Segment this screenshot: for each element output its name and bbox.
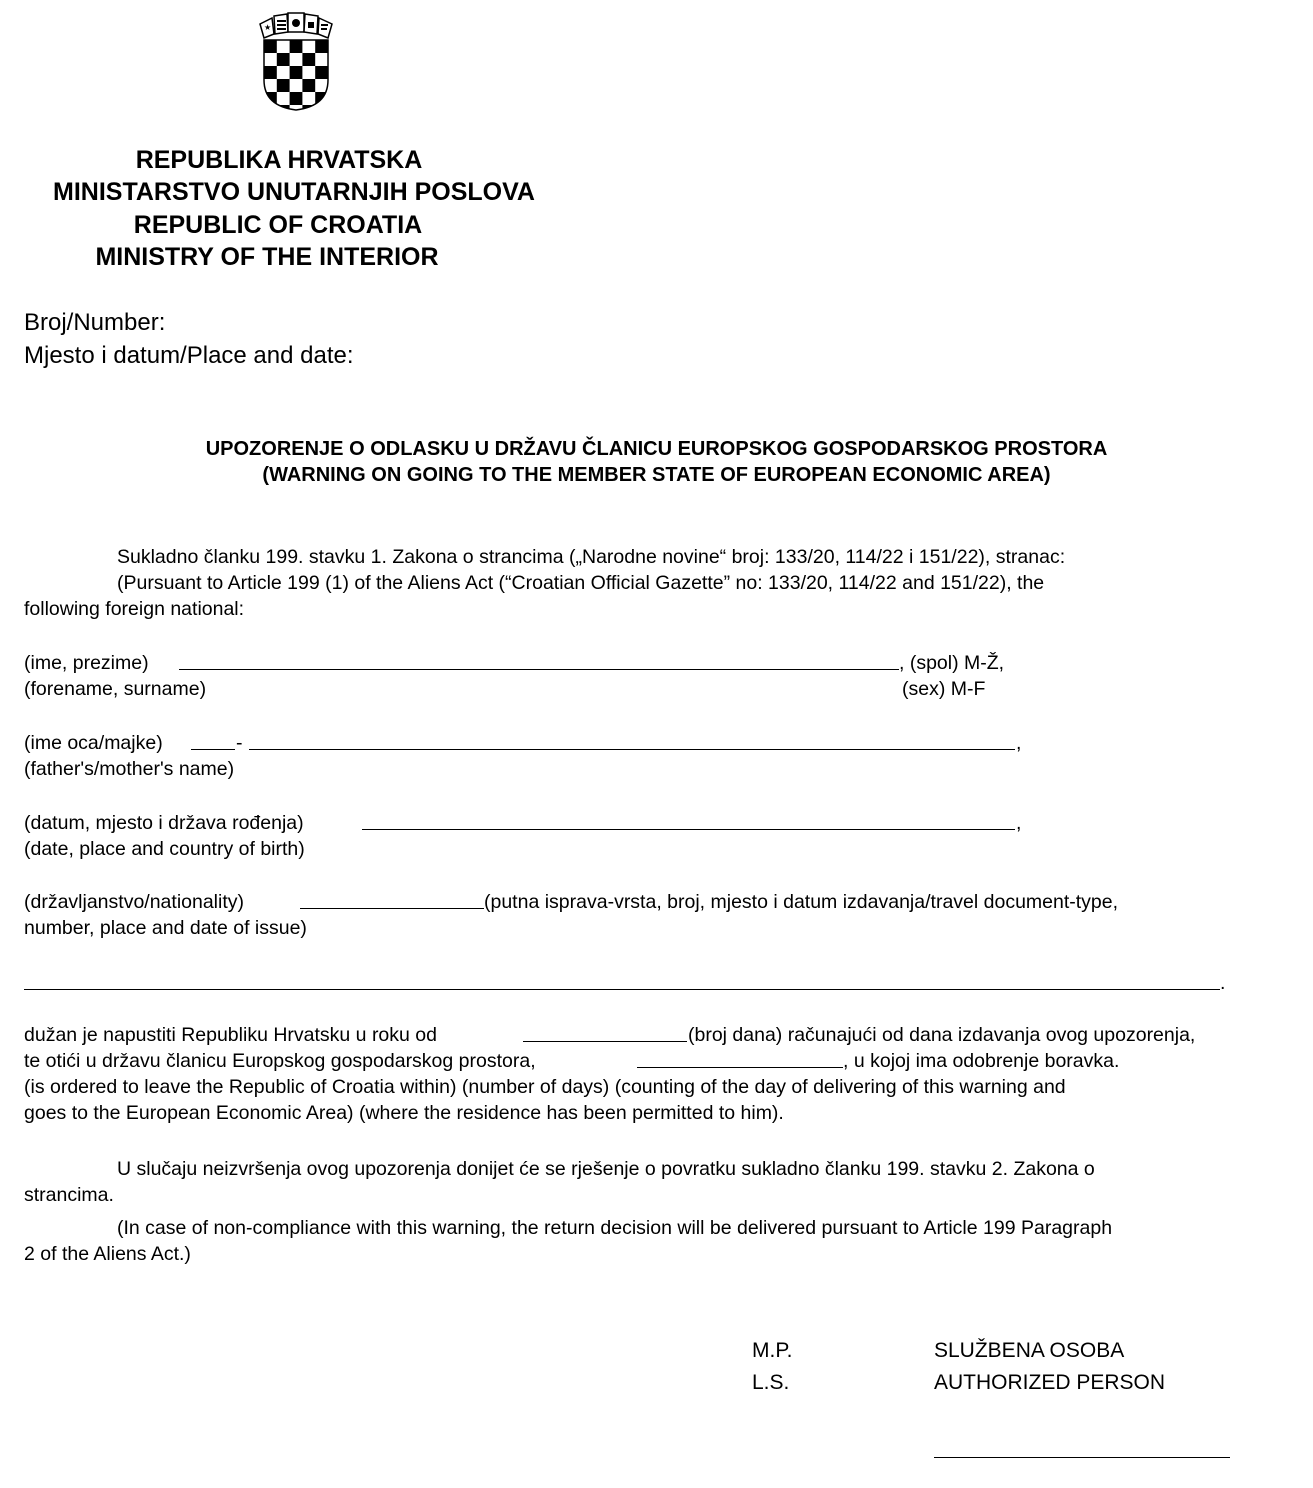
birth-trailing-comma: , <box>1016 812 1022 834</box>
order-en-2: goes to the European Economic Area) (where the residence has been permitted to him). <box>24 1102 784 1124</box>
consequence-hr-2: strancima. <box>24 1184 114 1206</box>
parent-label-en: (father's/mother's name) <box>24 758 235 780</box>
travel-doc-field[interactable] <box>24 989 1220 990</box>
consequence-en-2: 2 of the Aliens Act.) <box>24 1243 191 1265</box>
order-en-1: (is ordered to leave the Republic of Croatia within) (number of days) (counting of the day of delivering of this warning and <box>24 1076 1066 1098</box>
parent-label-hr: (ime oca/majke) <box>24 732 163 754</box>
svg-text:★: ★ <box>264 23 272 32</box>
name-label-hr: (ime, prezime) <box>24 652 149 674</box>
header-ministry-hr: MINISTARSTVO UNUTARNJIH POSLOVA <box>53 178 535 206</box>
consequence-hr-1: U slučaju neizvršenja ovog upozorenja donijet će se rješenje o povratku sukladno članku 199. stavku 2. Zakona o <box>117 1158 1095 1180</box>
name-label-en: (forename, surname) <box>24 678 207 700</box>
signature-field[interactable] <box>934 1457 1230 1458</box>
birth-label-en: (date, place and country of birth) <box>24 838 305 860</box>
official-label-hr: SLUŽBENA OSOBA <box>934 1339 1125 1362</box>
name-field[interactable] <box>179 669 899 670</box>
croatian-coat-of-arms-icon <box>256 10 336 112</box>
birth-label-hr: (datum, mjesto i država rođenja) <box>24 812 304 834</box>
header-republic-en: REPUBLIC OF CROATIA <box>133 211 423 239</box>
parent-name-field[interactable] <box>249 749 1015 750</box>
parent-initial-field[interactable] <box>191 749 235 750</box>
header-republic-hr: REPUBLIKA HRVATSKA <box>135 146 423 174</box>
nationality-label: (državljanstvo/nationality) <box>24 891 245 913</box>
document-title-hr: UPOZORENJE O ODLASKU U DRŽAVU ČLANICU EUROPSKOG GOSPODARSKOG PROSTORA <box>205 438 1108 460</box>
place-date-label: Mjesto i datum/Place and date: <box>24 342 354 369</box>
seal-label-en: L.S. <box>752 1371 790 1394</box>
days-field[interactable] <box>523 1041 687 1042</box>
order-hr-2b: , u kojoj ima odobrenje boravka. <box>843 1050 1120 1072</box>
intro-en-line2: following foreign national: <box>24 598 245 620</box>
parent-separator: - <box>236 732 243 754</box>
travel-doc-label-2: number, place and date of issue) <box>24 917 307 939</box>
travel-doc-label-1: (putna isprava-vrsta, broj, mjesto i datum izdavanja/travel document-type, <box>484 891 1119 913</box>
intro-hr: Sukladno članku 199. stavku 1. Zakona o strancima („Narodne novine“ broj: 133/20, 114/22 i 151/22), stranac: <box>117 546 1066 568</box>
official-label-en: AUTHORIZED PERSON <box>934 1371 1166 1394</box>
order-hr-1b: (broj dana) računajući od dana izdavanja ovog upozorenja, <box>688 1024 1196 1046</box>
nationality-field[interactable] <box>300 908 484 909</box>
seal-label-hr: M.P. <box>752 1339 793 1362</box>
order-hr-2a: te otići u državu članicu Europskog gospodarskog prostora, <box>24 1050 536 1072</box>
eea-state-field[interactable] <box>637 1067 843 1068</box>
order-hr-1a: dužan je napustiti Republiku Hrvatsku u roku od <box>24 1024 437 1046</box>
travel-doc-period: . <box>1220 972 1226 994</box>
parent-trailing-comma: , <box>1016 732 1022 754</box>
document-title-en: (WARNING ON GOING TO THE MEMBER STATE OF EUROPEAN ECONOMIC AREA) <box>262 464 1051 486</box>
birth-field[interactable] <box>362 829 1015 830</box>
sex-label-hr: , (spol) M-Ž, <box>899 652 1005 674</box>
sex-label-en: (sex) M-F <box>902 678 986 700</box>
intro-en-line1: (Pursuant to Article 199 (1) of the Aliens Act (“Croatian Official Gazette” no: 133/20, 114/22 and 151/22), the <box>117 572 1045 594</box>
number-label: Broj/Number: <box>24 309 166 336</box>
header-ministry-en: MINISTRY OF THE INTERIOR <box>95 243 439 271</box>
consequence-en-1: (In case of non-compliance with this warning, the return decision will be delivered pursuant to Article 199 Paragraph <box>117 1217 1113 1239</box>
